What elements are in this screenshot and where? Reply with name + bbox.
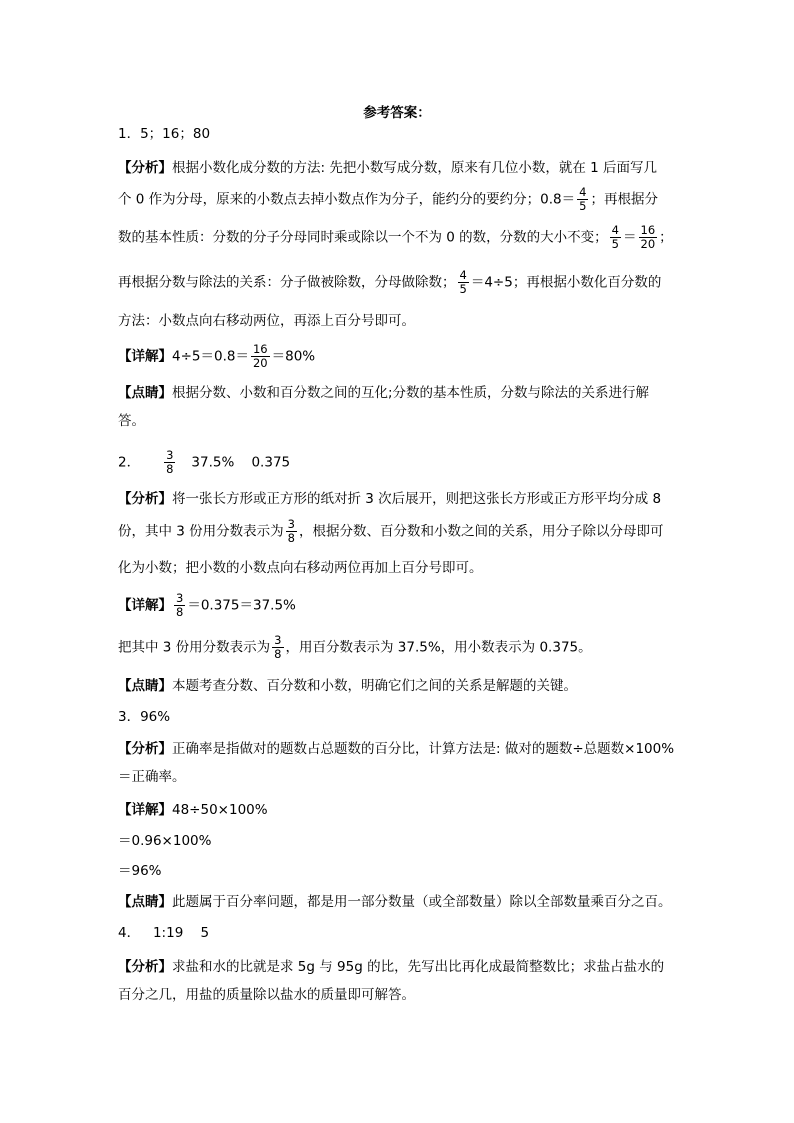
detail-tag: 【详解】	[118, 597, 172, 614]
numerator: 4	[579, 185, 587, 199]
detail-tag: 【详解】	[118, 802, 172, 818]
q2-detail-line	[118, 634, 592, 661]
numerator: 16	[640, 223, 656, 237]
analysis-tag: 【分析】	[118, 491, 172, 507]
text: 根据分数、小数和百分数之间的互化;分数的基本性质，分数与除法的关系进行解	[172, 385, 650, 401]
denominator: 5	[579, 199, 587, 213]
denominator: 8	[274, 647, 282, 661]
q1-analysis-line	[118, 269, 661, 296]
text: ＝80%	[271, 348, 316, 365]
text: ＝0.375＝37.5%	[187, 597, 296, 614]
fraction	[458, 269, 469, 296]
text: 2．	[118, 454, 141, 471]
numerator: 4	[611, 223, 619, 237]
text: 根据小数化成分数的方法: 先把小数写成分数，原来有几位小数，就在 1 后面写几	[172, 160, 658, 176]
text: ；	[659, 229, 673, 246]
fraction	[577, 186, 588, 213]
denominator: 20	[252, 356, 268, 370]
fraction	[639, 224, 658, 251]
analysis-tag: 【分析】	[118, 741, 172, 757]
denominator: 8	[287, 531, 295, 545]
numerator: 16	[252, 342, 268, 356]
text: 把其中 3 份用分数表示为	[118, 639, 271, 656]
q3-comment-line	[118, 893, 672, 911]
numerator: 3	[166, 448, 174, 462]
q1-analysis-line	[118, 224, 673, 251]
q4-analysis-line: 百分之几，用盐的质量除以盐水的质量即可解答。	[118, 987, 415, 1003]
q3-detail-line	[118, 801, 268, 819]
q2-comment-line	[118, 677, 577, 695]
analysis-tag: 【分析】	[118, 959, 172, 975]
comment-tag: 【点睛】	[118, 678, 172, 694]
q3-analysis-line	[118, 740, 674, 758]
q1-analysis-line	[118, 159, 657, 177]
q4-analysis-line	[118, 958, 664, 976]
denominator: 5	[459, 282, 467, 296]
denominator: 8	[176, 605, 184, 619]
text: 再根据分数与除法的关系：分子做被除数，分母做除数；	[118, 274, 456, 291]
q3-detail-line: ＝0.96×100%	[118, 833, 212, 849]
comment-tag: 【点睛】	[118, 894, 172, 910]
numerator: 3	[287, 517, 295, 531]
q2-analysis-line	[118, 518, 664, 545]
q1-answer: 1．5；16；80	[118, 126, 211, 142]
page-title: 参考答案：	[363, 105, 431, 121]
analysis-tag: 【分析】	[118, 160, 172, 176]
denominator: 5	[611, 237, 619, 251]
q3-answer: 3．96%	[118, 709, 171, 725]
q2-detail-line	[118, 592, 296, 619]
text: ，用百分数表示为 37.5%，用小数表示为 0.375。	[285, 639, 592, 656]
text: 正确率是指做对的题数占总题数的百分比，计算方法是: 做对的题数÷总题数×100%	[172, 741, 675, 757]
q2-analysis-line	[118, 490, 661, 508]
comment-tag: 【点睛】	[118, 385, 172, 401]
q1-analysis-line	[118, 186, 658, 213]
fraction	[174, 592, 185, 619]
text: 4÷5＝0.8＝	[172, 348, 249, 365]
q1-analysis-line: 方法：小数点向右移动两位，再添上百分号即可。	[118, 313, 415, 329]
numerator: 3	[176, 591, 184, 605]
q4-answer: 4． 1:19 5	[118, 925, 210, 941]
text: 48÷50×100%	[172, 802, 268, 818]
denominator: 20	[640, 237, 656, 251]
text: 求盐和水的比就是求 5g 与 95g 的比，先写出比再化成最简整数比；求盐占盐水的	[172, 959, 665, 975]
fraction	[164, 449, 175, 476]
detail-tag: 【详解】	[118, 348, 172, 365]
text: ＝4÷5；再根据小数化百分数的	[470, 274, 662, 291]
fraction	[286, 518, 297, 545]
fraction	[251, 343, 270, 370]
denominator: 8	[166, 462, 174, 476]
text: 本题考查分数、百分数和小数，明确它们之间的关系是解题的关键。	[172, 678, 577, 694]
text: ，根据分数、百分数和小数之间的关系，用分子除以分母即可	[299, 523, 664, 540]
q3-detail-line: ＝96%	[118, 863, 162, 879]
q3-analysis-line: ＝正确率。	[118, 769, 186, 785]
q2-answer	[118, 449, 290, 476]
q1-detail-line	[118, 343, 315, 370]
q2-analysis-line: 化为小数；把小数的小数点向右移动两位再加上百分号即可。	[118, 560, 483, 576]
text: 数的基本性质：分数的分子分母同时乘或除以一个不为 0 的数，分数的大小不变；	[118, 229, 608, 246]
text: ＝	[623, 229, 637, 246]
numerator: 4	[459, 268, 467, 282]
numerator: 3	[274, 633, 282, 647]
text: 将一张长方形或正方形的纸对折 3 次后展开，则把这张长方形或正方形平均分成 8	[172, 491, 662, 507]
text: 此题属于百分率问题，都是用一部分数量（或全部数量）除以全部数量乘百分之百。	[172, 894, 672, 910]
text: ；再根据分	[590, 191, 658, 208]
text: 份，其中 3 份用分数表示为	[118, 523, 284, 540]
q1-comment-line: 答。	[118, 413, 145, 429]
text: 个 0 作为分母，原来的小数点去掉小数点作为分子，能约分的要约分；0.8＝	[118, 191, 576, 208]
text: 37.5% 0.375	[191, 454, 291, 471]
fraction	[610, 224, 621, 251]
q1-comment-line	[118, 384, 649, 402]
fraction	[272, 634, 283, 661]
